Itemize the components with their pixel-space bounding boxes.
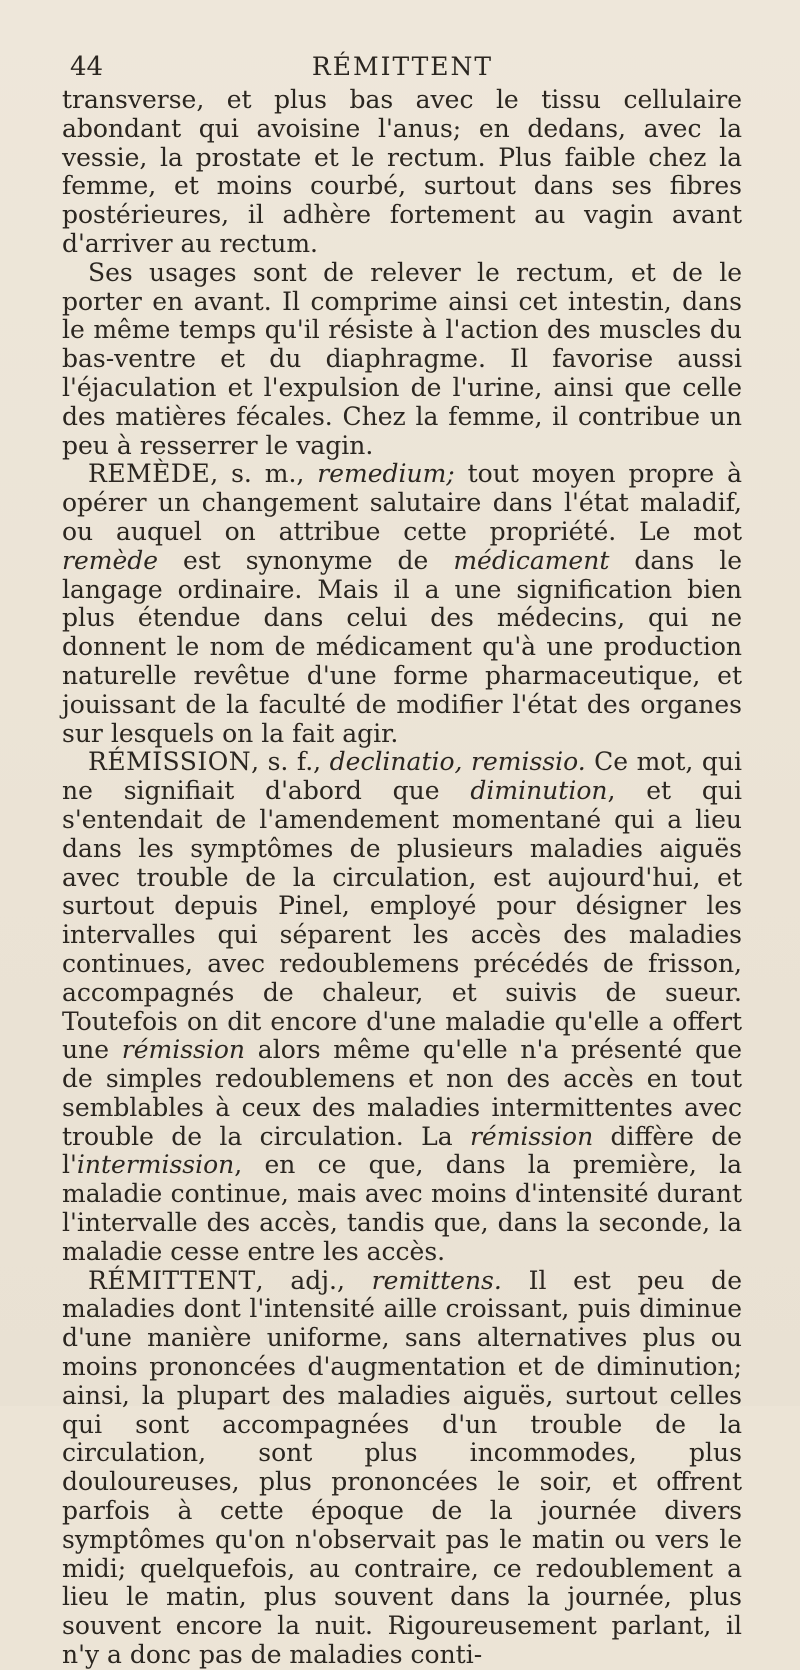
entry-headword: REMÈDE [88,459,211,489]
body-text [62,86,742,1670]
latin-term: declinatio, remissio. [329,747,586,777]
entry-headword: RÉMITTENT [88,1265,256,1295]
paragraph-releveur: transverse, et plus bas avec le tissu cellulaire abondant qui avoisine l'anus; en dedans, avec la vessie, la prostate et le rectum. Plus faible chez la femme, et moins courbé, surtout dans ses fibres postérieures, il adhère fortement au vagin avant d'arriver au rectum. [62,85,742,258]
latin-term: remittens. [371,1265,502,1295]
running-head: RÉMITTENT [311,52,494,81]
entry-headword: RÉMISSION [88,747,252,777]
entry-remede: REMÈDE, s. m., remedium; tout moyen propre à opérer un changement salutaire dans l'état maladif, ou auquel on attribue cette propriété. Le mot remède est synonyme de médicament dans le langage ordinaire. Mais il a une signification bien plus étendue dans celui des médecins, qui ne donnent le nom de médicament qu'à une production naturelle revêtue d'une forme pharmaceutique, et jouissant de la faculté de modifier l'état des organes sur lesquels on la fait agir. [62,459,743,748]
entry-remission: RÉMISSION, s. f., declinatio, remissio. Ce mot, qui ne signifiait d'abord que diminution, et qui s'entendait de l'amendement momentané qui a lieu dans les symptômes de plusieurs maladies aiguës avec trouble de la circulation, est aujourd'hui, et surtout depuis Pinel, employé pour désigner les intervalles qui séparent les accès des maladies continues, avec redoublemens précédés de frisson, accompagnés de chaleur, et suivis de sueur. Toutefois on dit encore d'une maladie qu'elle a offert une rémission alors même qu'elle n'a présenté que de simples redoublemens et non des accès en tout semblables à ceux des maladies intermittentes avec trouble de la circulation. La rémission diffère de l'intermission, en ce que, dans la première, la maladie continue, mais avec moins d'intensité durant l'intervalle des accès, tandis que, dans la seconde, la maladie cesse entre les accès. [62,747,742,1266]
entry-remittent: RÉMITTENT, adj., remittens. Il est peu de maladies dont l'intensité aille croissant, puis diminue d'une manière uniforme, sans alternatives plus ou moins prononcées d'augmentation et de diminution; ainsi, la plupart des maladies aiguës, surtout celles qui sont accompagnées d'un trouble de la circulation, sont plus incommodes, plus douloureuses, plus prononcées le soir, et offrent parfois à cette époque de la journée divers symptômes qu'on n'observait pas le matin ou vers le midi; quelquefois, au contraire, ce redoublement a lieu le matin, plus souvent dans la journée, plus souvent encore la nuit. Rigoureusement parlant, il n'y a donc pas de maladies conti- [62,1265,742,1670]
latin-term: remedium; [317,459,455,489]
paragraph-usages: Ses usages sont de relever le rectum, et de le porter en avant. Il comprime ainsi cet intestin, dans le même temps qu'il résiste à l'action des muscles du bas-ventre et du diaphragme. Il favorise aussi l'éjaculation et l'expulsion de l'urine, ainsi que celle des matières fécales. Chez la femme, il contribue un peu à resserrer le vagin. [62,257,742,460]
page-number: 44 [70,52,104,82]
